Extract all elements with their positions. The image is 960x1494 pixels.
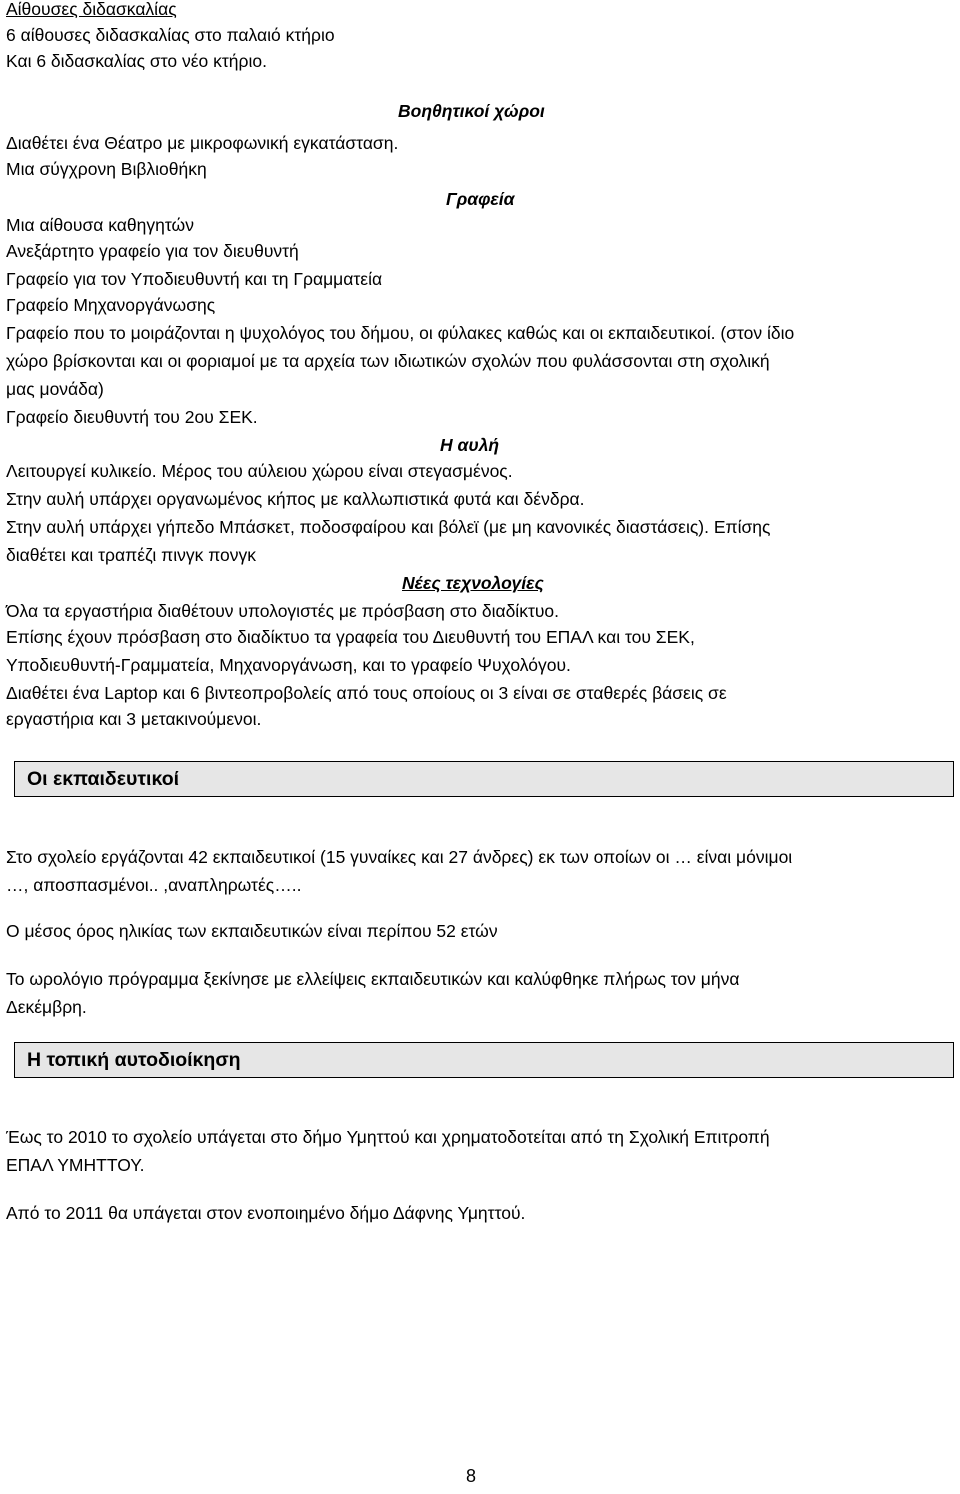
text-line: 6 αίθουσες διδασκαλίας στο παλαιό κτήριο: [6, 25, 335, 45]
new-technologies-heading: Νέες τεχνολογίες: [402, 573, 544, 593]
text-line: Δεκέμβρη.: [6, 997, 87, 1017]
teachers-section-title: Οι εκπαιδευτικοί: [27, 767, 180, 790]
text-line: Στο σχολείο εργάζονται 42 εκπαιδευτικοί (15 γυναίκες και 27 άνδρες) εκ των οποίων οι … είναι μόνιμοι: [6, 847, 793, 867]
text-line: Επίσης έχουν πρόσβαση στο διαδίκτυο τα γραφεία του Διευθυντή του ΕΠΑΛ και του ΣΕΚ,: [6, 627, 695, 647]
text-line: Γραφείο για τον Υποδιευθυντή και τη Γραμματεία: [6, 269, 383, 289]
text-line: μας μονάδα): [6, 379, 104, 399]
text-line: Ανεξάρτητο γραφείο για τον διευθυντή: [6, 241, 299, 261]
text-line: Διαθέτει ένα Θέατρο με μικροφωνική εγκατάσταση.: [6, 133, 399, 153]
text-line: Γραφείο που το μοιράζονται η ψυχολόγος του δήμου, οι φύλακες καθώς και οι εκπαιδευτικοί. (στον ίδιο: [6, 323, 795, 343]
text-line: Γραφείο Μηχανοργάνωσης: [6, 295, 216, 315]
text-line: Στην αυλή υπάρχει οργανωμένος κήπος με καλλωπιστικά φυτά και δένδρα.: [6, 489, 585, 509]
text-line: Όλα τα εργαστήρια διαθέτουν υπολογιστές με πρόσβαση στο διαδίκτυο.: [6, 601, 560, 621]
auxiliary-spaces-heading: Βοηθητικοί χώροι: [398, 101, 545, 121]
local-government-section-title: Η τοπική αυτοδιοίκηση: [27, 1048, 241, 1071]
text-line: διαθέτει και τραπέζι πινγκ πονγκ: [6, 545, 257, 565]
text-line: Μια αίθουσα καθηγητών: [6, 215, 194, 235]
text-line: Ο μέσος όρος ηλικίας των εκπαιδευτικών είναι περίπου 52 ετών: [6, 921, 498, 941]
text-line: Το ωρολόγιο πρόγραμμα ξεκίνησε με ελλείψεις εκπαιδευτικών και καλύφθηκε πλήρως τον μήνα: [6, 969, 740, 989]
yard-heading: Η αυλή: [440, 435, 500, 455]
text-line: Από το 2011 θα υπάγεται στον ενοποιημένο δήμο Δάφνης Υμηττού.: [6, 1203, 526, 1223]
classrooms-heading: Αίθουσες διδασκαλίας: [6, 0, 177, 19]
teachers-section-header: [14, 761, 954, 797]
text-line: Υποδιευθυντή-Γραμματεία, Μηχανοργάνωση, και το γραφείο Ψυχολόγου.: [6, 655, 571, 675]
text-line: Στην αυλή υπάρχει γήπεδο Μπάσκετ, ποδοσφαίρου και βόλεϊ (με μη κανονικές διαστάσεις). Επίσης: [6, 517, 771, 537]
text-line: Και 6 διδασκαλίας στο νέο κτήριο.: [6, 51, 267, 71]
text-line: ΕΠΑΛ ΥΜΗΤΤΟΥ.: [6, 1155, 145, 1175]
page-number: 8: [466, 1466, 477, 1486]
text-line: Διαθέτει ένα Laptop και 6 βιντεοπροβολείς από τους οποίους οι 3 είναι σε σταθερές βάσεις σε: [6, 683, 727, 703]
text-line: …, αποσπασμένοι.. ,αναπληρωτές…..: [6, 875, 302, 895]
text-line: Λειτουργεί κυλικείο. Μέρος του αύλειου χώρου είναι στεγασμένος.: [6, 461, 513, 481]
text-line: Έως το 2010 το σχολείο υπάγεται στο δήμο Υμηττού και χρηματοδοτείται από τη Σχολική Επιτροπή: [6, 1127, 770, 1147]
text-line: χώρο βρίσκονται και οι φοριαμοί με τα αρχεία των ιδιωτικών σχολών που φυλάσσονται στη σχολική: [6, 351, 770, 371]
offices-heading: Γραφεία: [446, 189, 515, 209]
text-line: Μια σύγχρονη Βιβλιοθήκη: [6, 159, 207, 179]
text-line: Γραφείο διευθυντή του 2ου ΣΕΚ.: [6, 407, 258, 427]
local-government-section-header: [14, 1042, 954, 1078]
text-line: εργαστήρια και 3 μετακινούμενοι.: [6, 709, 262, 729]
